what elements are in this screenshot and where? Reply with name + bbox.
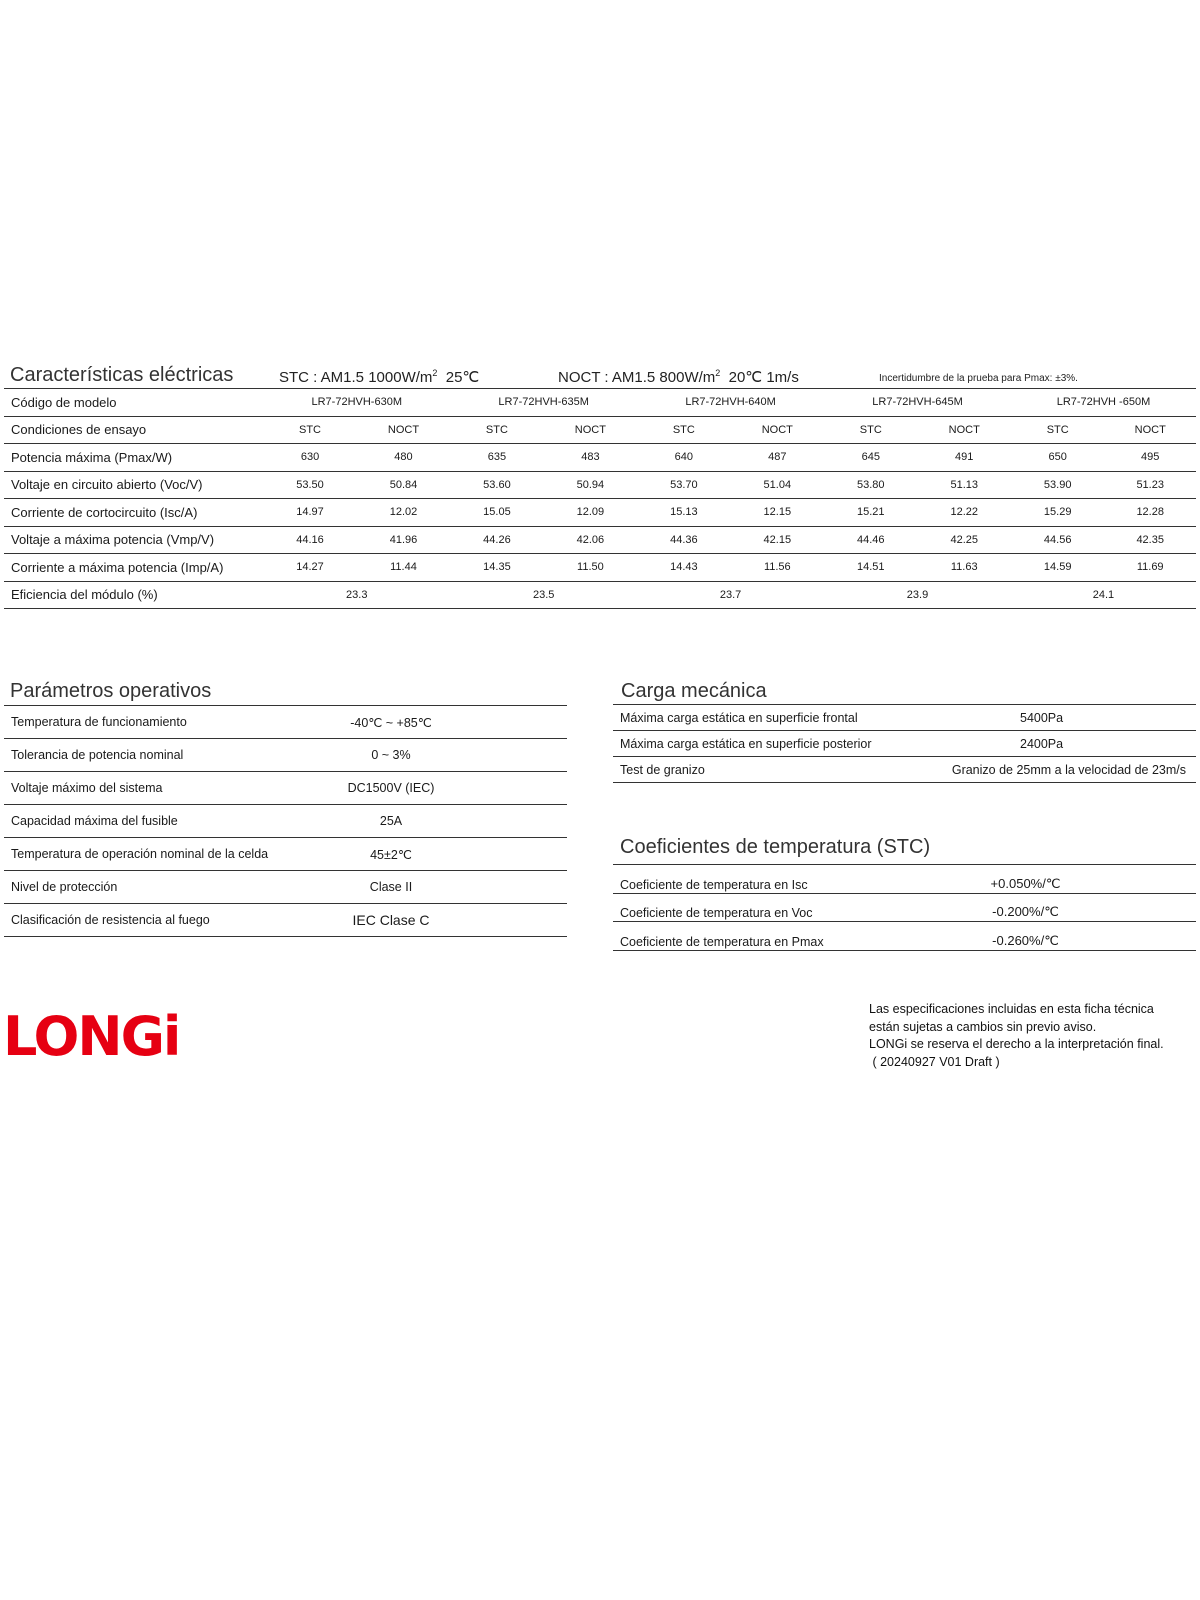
cell-value: 53.70 (637, 471, 730, 499)
cell-value: 487 (731, 444, 824, 472)
logo-text: LONGi (3, 1005, 180, 1068)
cell-value: 14.51 (824, 554, 917, 582)
row-value: -0.260%/℃ (933, 922, 1118, 951)
disclaimer (869, 1001, 1164, 1071)
cell-value: 53.60 (450, 471, 543, 499)
row-value: Granizo de 25mm a la velocidad de 23m/s (903, 757, 1196, 783)
cell-value: 15.21 (824, 499, 917, 527)
efficiency-value: 23.3 (263, 581, 450, 609)
efficiency-value: 24.1 (1011, 581, 1196, 609)
noct-header: NOCT (357, 416, 450, 444)
noct-header: NOCT (731, 416, 824, 444)
noct-conditions (558, 368, 799, 386)
cell-value: 53.50 (263, 471, 356, 499)
cell-value: 12.28 (1104, 499, 1196, 527)
model-name: LR7-72HVH-635M (450, 389, 637, 417)
cell-value: 42.06 (544, 526, 637, 554)
cell-value: 11.56 (731, 554, 824, 582)
cell-value: 14.59 (1011, 554, 1104, 582)
cell-value: 14.35 (450, 554, 543, 582)
cell-value: 11.44 (357, 554, 450, 582)
table-row (613, 922, 1196, 951)
row-label: Tolerancia de potencia nominal (4, 739, 324, 772)
cell-value: 483 (544, 444, 637, 472)
cell-value: 12.22 (918, 499, 1011, 527)
cell-value: 53.80 (824, 471, 917, 499)
stc-header: STC (824, 416, 917, 444)
cell-value: 44.26 (450, 526, 543, 554)
cell-value: 14.43 (637, 554, 730, 582)
cell-value: 12.02 (357, 499, 450, 527)
cell-value: 44.46 (824, 526, 917, 554)
row-label: Voltaje máximo del sistema (4, 772, 324, 805)
cell-value: 42.35 (1104, 526, 1196, 554)
cell-value: 51.13 (918, 471, 1011, 499)
noct-conditions-text: NOCT : AM1.5 800W/m (558, 369, 716, 386)
table-row (4, 805, 567, 838)
disclaimer-line: Las especificaciones incluidas en esta ficha técnica (869, 1002, 1154, 1016)
cell-value: 640 (637, 444, 730, 472)
cell-value: 491 (918, 444, 1011, 472)
cell-value: 42.15 (731, 526, 824, 554)
cell-value: 11.69 (1104, 554, 1196, 582)
longi-logo (3, 1005, 180, 1068)
table-row (613, 893, 1196, 922)
cell-value: 53.90 (1011, 471, 1104, 499)
disclaimer-line: están sujetas a cambios sin previo aviso. (869, 1019, 1097, 1034)
cell-value: 14.97 (263, 499, 356, 527)
row-label: Voltaje a máxima potencia (Vmp/V) (4, 526, 263, 554)
row-value: DC1500V (IEC) (324, 772, 458, 805)
row-label: Corriente de cortocircuito (Isc/A) (4, 499, 263, 527)
stc-header: STC (263, 416, 356, 444)
stc-header: STC (637, 416, 730, 444)
cell-value: 51.04 (731, 471, 824, 499)
cell-value: 11.63 (918, 554, 1011, 582)
stc-header: STC (1011, 416, 1104, 444)
cell-value: 44.36 (637, 526, 730, 554)
efficiency-row (4, 581, 1196, 609)
noct-header: NOCT (1104, 416, 1196, 444)
row-value: 0 ~ 3% (324, 739, 458, 772)
table-row (613, 705, 1196, 731)
cell-value: 44.56 (1011, 526, 1104, 554)
row-value: 25A (324, 805, 458, 838)
mechanical-title: Carga mecánica (621, 680, 767, 702)
row-value: -40℃ ~ +85℃ (324, 706, 458, 739)
disclaimer-line: ( 20240927 V01 Draft ) (869, 1054, 1000, 1069)
row-label: Máxima carga estática en superficie posterior (613, 731, 903, 757)
cell-value: 42.25 (918, 526, 1011, 554)
row-label: Capacidad máxima del fusible (4, 805, 324, 838)
electrical-table (4, 388, 1196, 609)
temperature-table (613, 864, 1196, 951)
stc-conditions (279, 368, 479, 386)
efficiency-value: 23.9 (824, 581, 1011, 609)
table-row (4, 499, 1196, 527)
stc-temp: 25℃ (445, 369, 480, 386)
efficiency-label: Eficiencia del módulo (%) (4, 581, 263, 609)
operating-title: Parámetros operativos (10, 680, 212, 702)
conditions-label: Condiciones de ensayo (4, 416, 263, 444)
row-label: Temperatura de operación nominal de la celda (4, 838, 324, 871)
table-row (613, 731, 1196, 757)
row-label: Corriente a máxima potencia (Imp/A) (4, 554, 263, 582)
row-label: Nivel de protección (4, 871, 324, 904)
table-row (4, 706, 567, 739)
model-name: LR7-72HVH -650M (1011, 389, 1196, 417)
row-value: IEC Clase C (324, 904, 458, 937)
cell-value: 15.29 (1011, 499, 1104, 527)
cell-value: 50.94 (544, 471, 637, 499)
row-label: Coeficiente de temperatura en Voc (613, 893, 933, 922)
uncertainty-note: Incertidumbre de la prueba para Pmax: ±3%. (879, 373, 1078, 384)
row-label: Coeficiente de temperatura en Pmax (613, 922, 933, 951)
row-value: +0.050%/℃ (933, 865, 1118, 894)
electrical-title: Características eléctricas (10, 364, 234, 386)
table-row (4, 554, 1196, 582)
row-value: 45±2℃ (324, 838, 458, 871)
model-name: LR7-72HVH-630M (263, 389, 450, 417)
cell-value: 495 (1104, 444, 1196, 472)
cell-value: 41.96 (357, 526, 450, 554)
cell-value: 11.50 (544, 554, 637, 582)
row-label: Máxima carga estática en superficie frontal (613, 705, 903, 731)
table-row (4, 526, 1196, 554)
noct-temp: 20℃ 1m/s (728, 369, 799, 386)
temperature-title: Coeficientes de temperatura (STC) (620, 836, 931, 858)
table-row (4, 471, 1196, 499)
row-label: Clasificación de resistencia al fuego (4, 904, 324, 937)
row-label: Coeficiente de temperatura en Isc (613, 865, 933, 894)
cell-value: 12.09 (544, 499, 637, 527)
table-row (613, 757, 1196, 783)
cell-value: 44.16 (263, 526, 356, 554)
mechanical-table (613, 704, 1196, 783)
efficiency-value: 23.7 (637, 581, 824, 609)
row-value: 5400Pa (903, 705, 1196, 731)
efficiency-value: 23.5 (450, 581, 637, 609)
row-value: Clase II (324, 871, 458, 904)
row-label: Temperatura de funcionamiento (4, 706, 324, 739)
row-label: Potencia máxima (Pmax/W) (4, 444, 263, 472)
cell-value: 630 (263, 444, 356, 472)
model-name: LR7-72HVH-640M (637, 389, 824, 417)
model-label: Código de modelo (4, 389, 263, 417)
stc-sup: 2 (432, 368, 438, 378)
cell-value: 14.27 (263, 554, 356, 582)
table-row (4, 444, 1196, 472)
stc-conditions-text: STC : AM1.5 1000W/m (279, 369, 433, 386)
noct-header: NOCT (918, 416, 1011, 444)
row-value: 2400Pa (903, 731, 1196, 757)
cell-value: 650 (1011, 444, 1104, 472)
cell-value: 50.84 (357, 471, 450, 499)
operating-table (4, 705, 567, 937)
noct-sup: 2 (715, 368, 721, 378)
row-value: -0.200%/℃ (933, 893, 1118, 922)
disclaimer-line: LONGi se reserva el derecho a la interpretación final. (869, 1037, 1164, 1051)
table-row (613, 865, 1196, 894)
table-row (4, 904, 567, 937)
model-name: LR7-72HVH-645M (824, 389, 1011, 417)
cell-value: 480 (357, 444, 450, 472)
cell-value: 15.05 (450, 499, 543, 527)
cell-value: 645 (824, 444, 917, 472)
conditions-row (4, 416, 1196, 444)
table-row (4, 838, 567, 871)
stc-header: STC (450, 416, 543, 444)
row-label: Test de granizo (613, 757, 903, 783)
cell-value: 51.23 (1104, 471, 1196, 499)
table-row (4, 871, 567, 904)
noct-header: NOCT (544, 416, 637, 444)
model-row (4, 389, 1196, 417)
cell-value: 12.15 (731, 499, 824, 527)
cell-value: 635 (450, 444, 543, 472)
table-row (4, 772, 567, 805)
table-row (4, 739, 567, 772)
cell-value: 15.13 (637, 499, 730, 527)
row-label: Voltaje en circuito abierto (Voc/V) (4, 471, 263, 499)
